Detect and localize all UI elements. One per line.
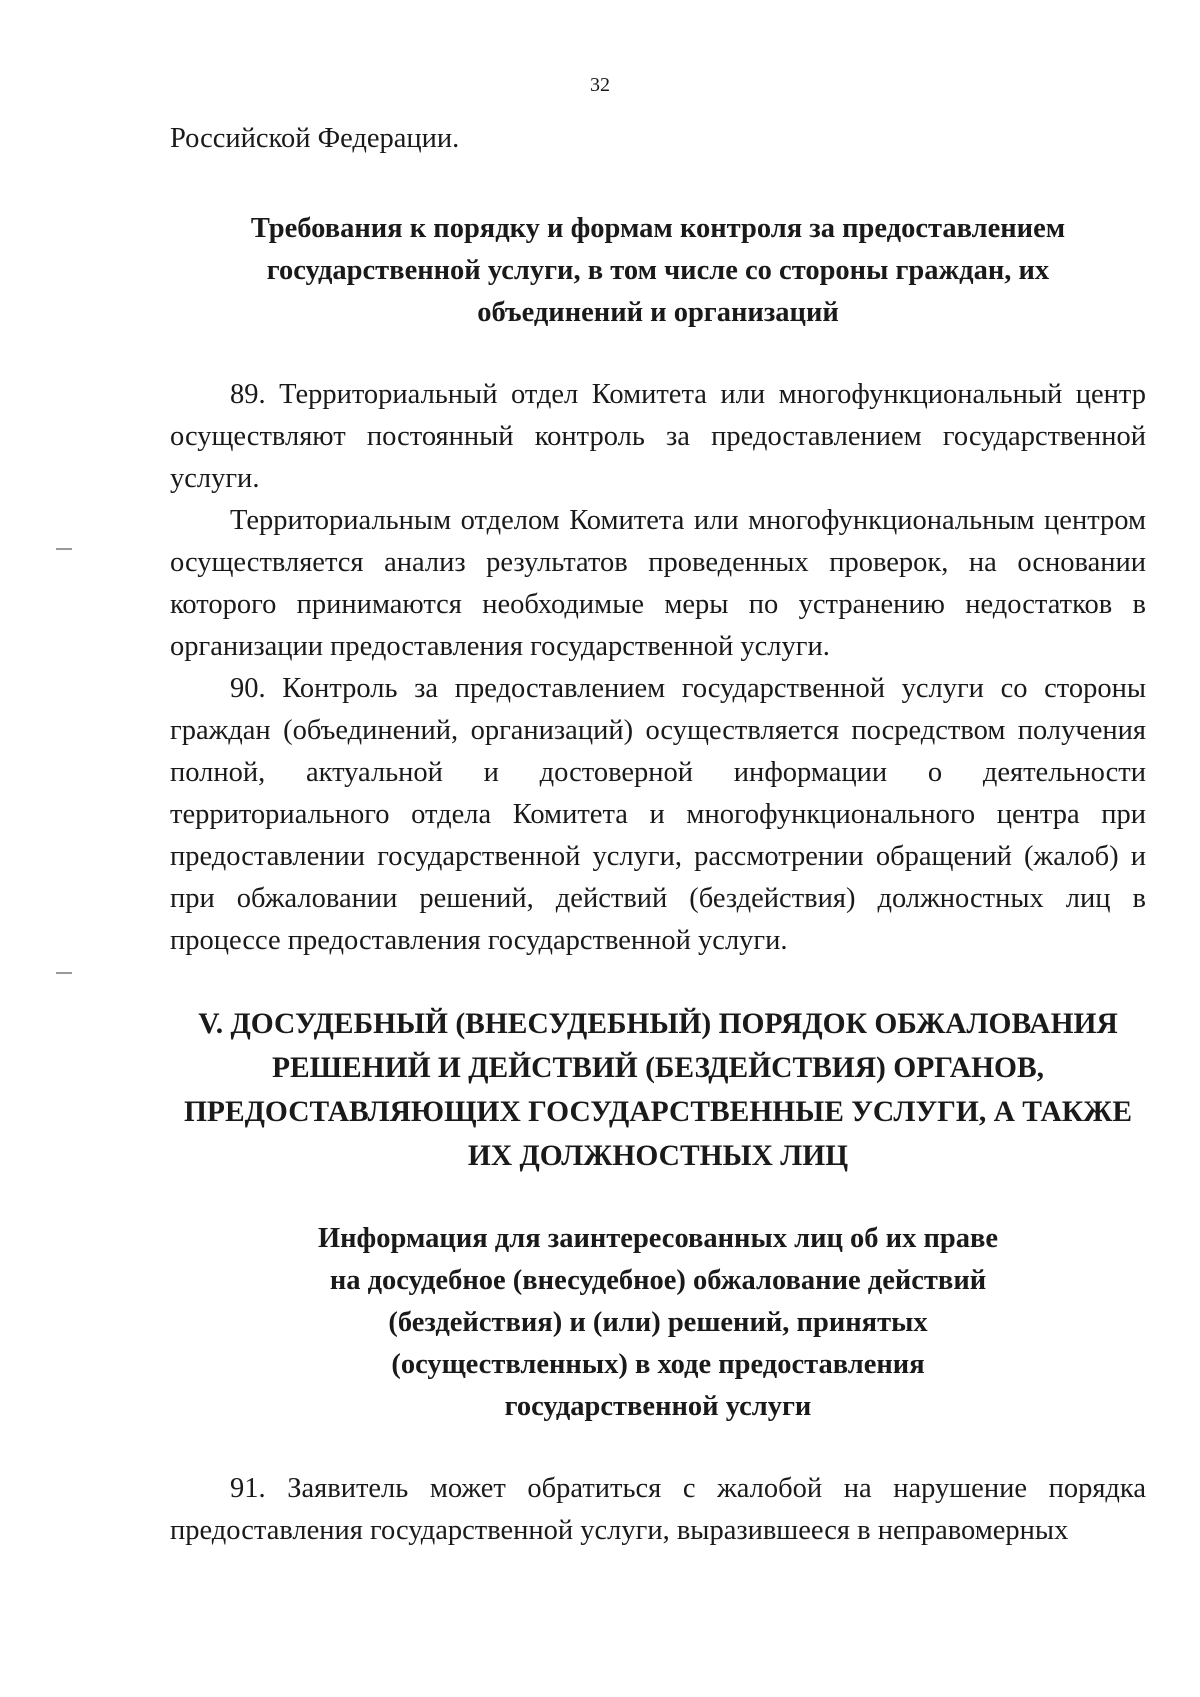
page-number: 32 (590, 74, 610, 96)
paragraph-89-continuation: Территориальным отделом Комитета или многофункциональным центром осуществляется анализ результатов проведенных проверок, на основании которого принимаются необходимые меры по устранению недостатков в организации предоставления государственной услуги. (170, 505, 1146, 662)
heading-control-requirements: Требования к порядку и формам контроля за предоставлением государственной услуги, в том числе со стороны граждан, их объединений и организаций (250, 213, 1066, 328)
scan-margin-mark (56, 972, 72, 974)
paragraph-91: 91. Заявитель может обратиться с жалобой на нарушение порядка предоставления государственной услуги, выразившееся в неправомерных (170, 1473, 1146, 1546)
paragraph-90: 90. Контроль за предоставлением государственной услуги со стороны граждан (объединений, организаций) осуществляется посредством получения полной, актуальной и достоверной информации о деятельности территориального отдела Комитета и многофункционального центра при предоставлении государственной услуги, рассмотрении обращений (жалоб) и при обжаловании решений, действий (бездействия) должностных лиц в процессе предоставления государственной услуги. (170, 673, 1146, 956)
heading-appeal-information: Информация для заинтересованных лиц об их праве на досудебное (внесудебное) обжалование действий (бездействия) и (или) решений, принятых (осуществленных) в ходе предоставления государственной услуги (317, 1223, 999, 1422)
intro-line: Российской Федерации. (170, 123, 460, 154)
document-body (170, 118, 1146, 1552)
scan-margin-mark (56, 548, 72, 550)
section-v-heading: V. ДОСУДЕБНЫЙ (ВНЕСУДЕБНЫЙ) ПОРЯДОК ОБЖАЛОВАНИЯ РЕШЕНИЙ И ДЕЙСТВИЙ (БЕЗДЕЙСТВИЯ) ОРГАНОВ, ПРЕДОСТАВЛЯЮЩИХ ГОСУДАРСТВЕННЫЕ УСЛУГИ, А ТАКЖЕ ИХ ДОЛЖНОСТНЫХ ЛИЦ (183, 1008, 1133, 1172)
paragraph-89: 89. Территориальный отдел Комитета или многофункциональный центр осуществляют постоянный контроль за предоставлением государственной услуги. (170, 379, 1146, 494)
